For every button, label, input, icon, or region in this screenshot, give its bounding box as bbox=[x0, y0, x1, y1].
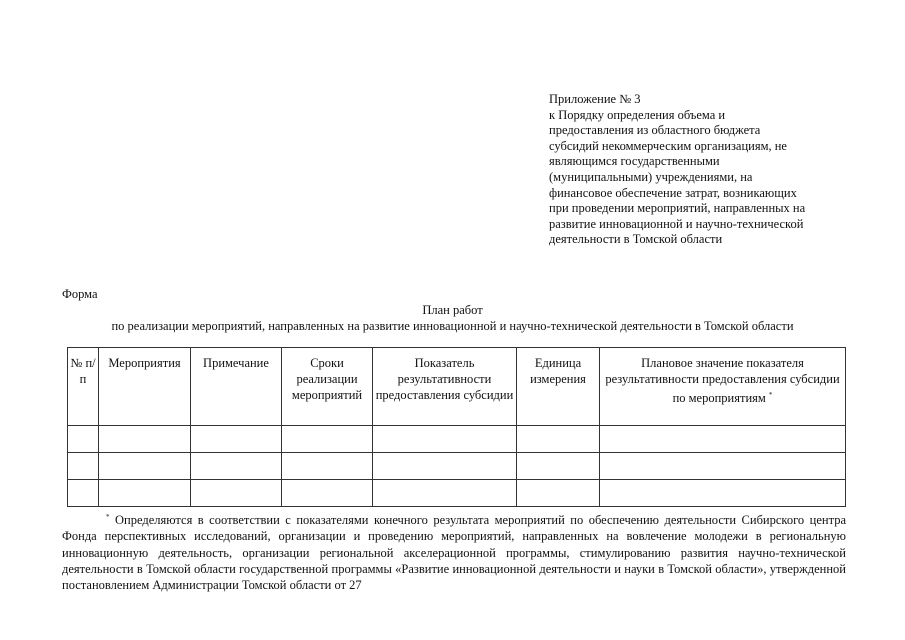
header-planned-value bbox=[600, 348, 846, 426]
plan-title: План работ bbox=[422, 303, 483, 317]
footnote bbox=[62, 509, 846, 593]
table-cell bbox=[373, 426, 517, 453]
table-header-row bbox=[68, 348, 846, 426]
table-cell bbox=[191, 453, 282, 480]
table-cell bbox=[282, 453, 373, 480]
appendix-block bbox=[549, 92, 849, 248]
header-activities: Мероприятия bbox=[99, 348, 191, 426]
table-cell bbox=[373, 453, 517, 480]
appendix-line: к Порядку определения объема и bbox=[549, 107, 726, 122]
table-cell bbox=[99, 480, 191, 507]
table-row bbox=[68, 426, 846, 453]
table-cell bbox=[282, 480, 373, 507]
table-cell bbox=[282, 426, 373, 453]
table-cell bbox=[373, 480, 517, 507]
table-cell bbox=[517, 480, 600, 507]
form-label: Форма bbox=[62, 287, 98, 301]
appendix-line: являющимся государственными bbox=[549, 154, 720, 169]
header-unit: Единица измерения bbox=[517, 348, 600, 426]
table-cell bbox=[600, 453, 846, 480]
plan-table bbox=[67, 347, 846, 507]
table-cell bbox=[517, 453, 600, 480]
table-cell bbox=[99, 453, 191, 480]
footnote-marker: * bbox=[768, 391, 773, 399]
table-cell bbox=[68, 453, 99, 480]
plan-subtitle: по реализации мероприятий, направленных на развитие инновационной и научно-технической деятельности в Томской области bbox=[111, 319, 794, 333]
appendix-line: при проведении мероприятий, направленных на bbox=[549, 201, 806, 216]
footnote-mark: * bbox=[106, 513, 110, 521]
appendix-line: Приложение № 3 bbox=[549, 92, 641, 106]
appendix-line: предоставления из областного бюджета bbox=[549, 123, 761, 138]
appendix-line: (муниципальными) учреждениями, на bbox=[549, 169, 753, 184]
table-cell bbox=[517, 426, 600, 453]
table-cell bbox=[191, 480, 282, 507]
header-note: Примечание bbox=[191, 348, 282, 426]
header-planned-value-label: Плановое значение показателя результативности предоставления субсидии по мероприятиям bbox=[605, 356, 840, 406]
table-cell bbox=[68, 480, 99, 507]
appendix-line: субсидий некоммерческим организациям, не bbox=[549, 138, 787, 153]
footnote-text: Определяются в соответствии с показателями конечного результата мероприятий по обеспечению деятельности Сибирского центра Фонда перспективных исследований, организации и проведению мероприятий, направленных на вовлечение молодежи в региональную инновационную деятельность, организации региональной акселерационной программы, стимулированию развития научно-технической деятельности в Томской области государственной программы «Развитие инновационной деятельности и науки в Томской области», утвержденной постановлением Администрации Томской области от 27 bbox=[62, 513, 846, 592]
header-indicator: Показатель результативности предоставления субсидии bbox=[373, 348, 517, 426]
appendix-line: финансовое обеспечение затрат, возникающих bbox=[549, 185, 797, 200]
table-row bbox=[68, 480, 846, 507]
table-row bbox=[68, 453, 846, 480]
header-deadlines: Сроки реализации мероприятий bbox=[282, 348, 373, 426]
table-cell bbox=[600, 480, 846, 507]
table-cell bbox=[99, 426, 191, 453]
table-cell bbox=[600, 426, 846, 453]
appendix-line: развитие инновационной и научно-технической bbox=[549, 216, 804, 231]
header-number: № п/п bbox=[68, 348, 99, 426]
table-cell bbox=[191, 426, 282, 453]
appendix-line: деятельности в Томской области bbox=[549, 232, 723, 247]
table-cell bbox=[68, 426, 99, 453]
